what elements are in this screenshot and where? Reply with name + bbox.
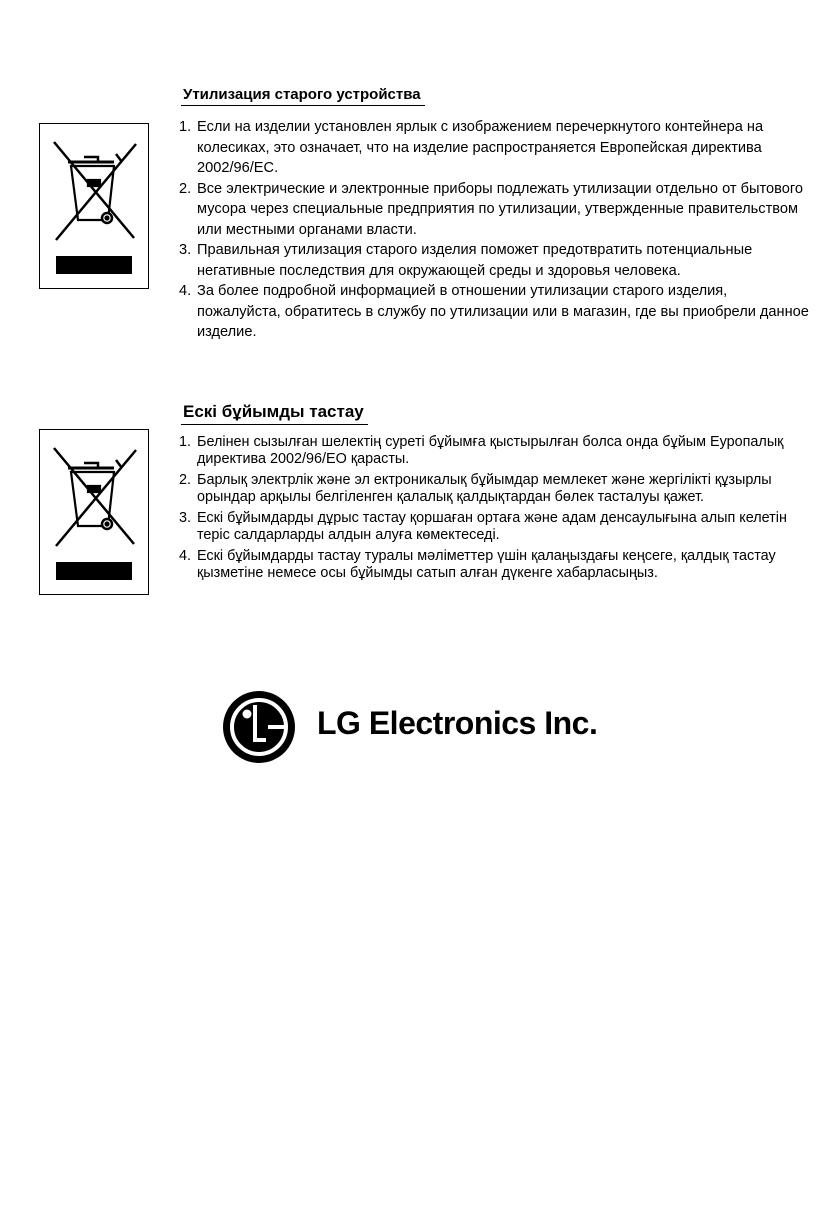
section-title: Утилизация старого устройства bbox=[181, 86, 425, 106]
list-item: 3. Ескі бұйымдарды дұрыс тастау қоршаған ортаға және адам денсаулығына алып келетін теріс салдарларды алдын алуға көмектеседі. bbox=[179, 510, 787, 543]
company-logo bbox=[222, 690, 642, 764]
section-title: Ескі бұйымды тастау bbox=[181, 402, 368, 425]
company-name: LG Electronics Inc. bbox=[317, 705, 598, 741]
list-item: 4. За более подробной информацией в отношении утилизации старого изделия, пожалуйста, обратитесь в службу по утилизации или в магазин, где вы приобрели данное изделие. bbox=[179, 283, 809, 340]
list-item: 1. Белінен сызылған шелектің суреті бұйымға қыстырылған болса онда бұйым Еуропалық директива 2002/96/EO қарасты. bbox=[179, 434, 784, 467]
list-item: 4. Ескі бұйымдарды тастау туралы мәліметтер үшін қалаңыздағы кеңсеге, қалдық тастау қызметіне немесе осы бұйымды сатып алған дүкенге хабарласыңыз. bbox=[179, 548, 776, 581]
list-item: 2. Барлық электрлік және эл ектроникалық бұйымдар мемлекет және жергілікті құзырлы орындар арқылы белгіленген қалалық қалдықтардан бөлек тасталуы қажет. bbox=[179, 472, 772, 505]
weee-crossed-bin-icon bbox=[39, 123, 149, 289]
list-item: 1. Если на изделии установлен ярлык с изображением перечеркнутого контейнера на колесиках, это означает, что на изделие распространяется Европейская директива 2002/96/EC. bbox=[179, 119, 764, 176]
list-item: 2. Все электрические и электронные приборы подлежать утилизации отдельно от бытового мусора через специальные предприятия по утилизации, утвержденные правительством или местными органами власти. bbox=[179, 180, 803, 238]
lg-emblem-icon bbox=[222, 690, 296, 764]
disposal-list bbox=[179, 434, 809, 586]
list-item: 3. Правильная утилизация старого изделия поможет предотвратить потенциальные негативные последствия для окружающей среды и здоровья человека. bbox=[179, 242, 753, 279]
weee-crossed-bin-icon bbox=[39, 429, 149, 595]
disposal-list bbox=[179, 117, 809, 343]
